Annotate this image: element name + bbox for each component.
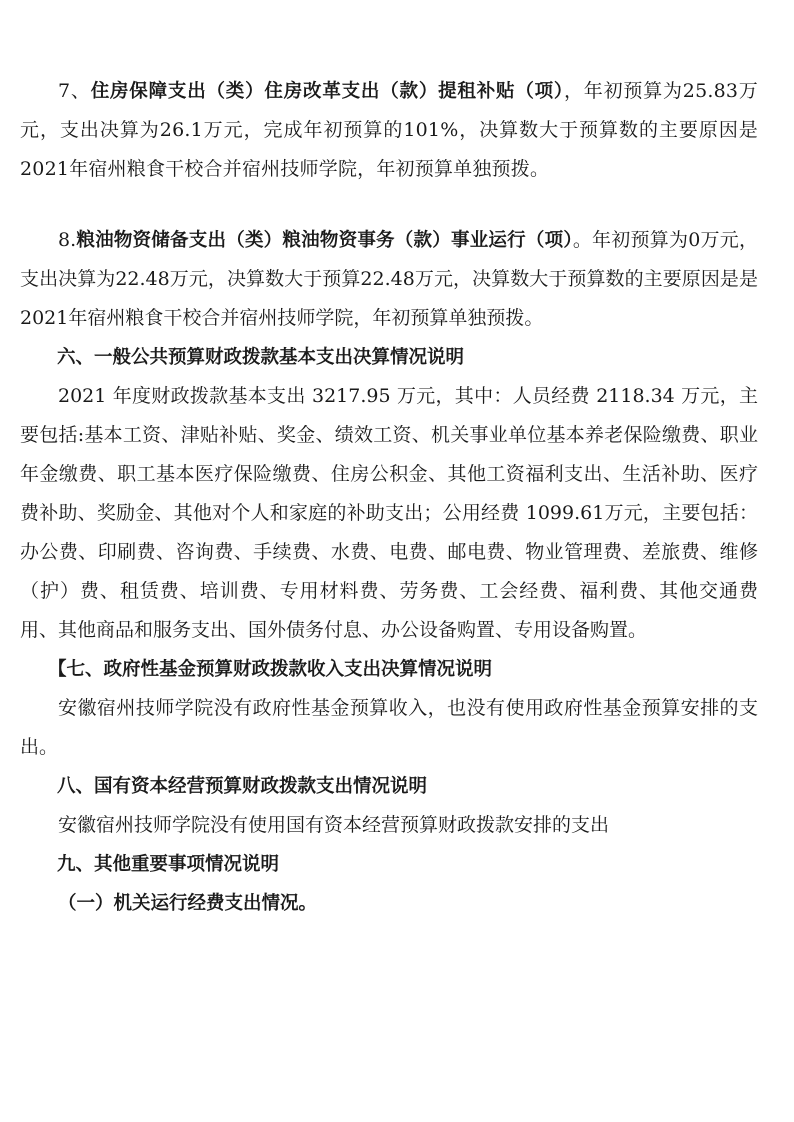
item-8-title: 粮油物资储备支出（类）粮油物资事务（款）事业运行（项） <box>76 230 573 251</box>
item-7-title: 住房保障支出（类）住房改革支出（款）提租补贴（项） <box>90 81 564 102</box>
item-8-prefix: 8. <box>58 229 77 251</box>
section-7-body: 安徽宿州技师学院没有政府性基金预算收入，也没有使用政府性基金预算安排的支出。 <box>20 697 758 758</box>
section-6-body: 2021 年度财政拨款基本支出 3217.95 万元，其中：人员经费 2118.34 万元，主要包括:基本工资、津贴补贴、奖金、绩效工资、机关事业单位基本养老保险缴费、职业年金缴费、职工基本医疗保险缴费、住房公积金、其他工资福利支出、生活补助、医疗费补助、奖励金、其他对个人和家庭的补助支出；公用经费 1099.61万元，主要包括：办公费、印刷费、咨询费、手续费、水费、电费、邮电费、物业管理费、差旅费、维修（护）费、租赁费、培训费、专用材料费、劳务费、工会经费、福利费、其他交通费用、其他商品和服务支出、国外债务付息、办公设备购置、专用设备购置。 <box>20 385 758 641</box>
section-9-heading: 九、其他重要事项情况说明 <box>57 854 280 875</box>
paragraph-item-8 <box>20 221 758 338</box>
section-7-heading: 【七、政府性基金预算财政拨款收入支出决算情况说明 <box>48 659 493 680</box>
section-8-body: 安徽宿州技师学院没有使用国有资本经营预算财政拨款安排的支出 <box>58 814 610 836</box>
item-8-text: 。年初预算为0万元，支出决算为22.48万元，决算数大于预算22.48万元，决算数大于预算数的主要原因是是2021年宿州粮食干校合并宿州技师学院，年初预算单独预拨。 <box>20 229 758 329</box>
section-8-heading: 八、国有资本经营预算财政拨款支出情况说明 <box>57 776 428 797</box>
item-7-prefix: 7、 <box>58 80 91 102</box>
section-9-sub-1: （一）机关运行经费支出情况。 <box>58 893 318 914</box>
item-7-text: ，年初预算为25.83万元，支出决算为26.1万元，完成年初预算的101%，决算数大于预算数的主要原因是2021年宿州粮食干校合并宿州技师学院，年初预算单独预拨。 <box>20 80 758 180</box>
section-6-heading: 六、一般公共预算财政拨款基本支出决算情况说明 <box>57 347 465 368</box>
paragraph-item-7 <box>20 72 758 189</box>
